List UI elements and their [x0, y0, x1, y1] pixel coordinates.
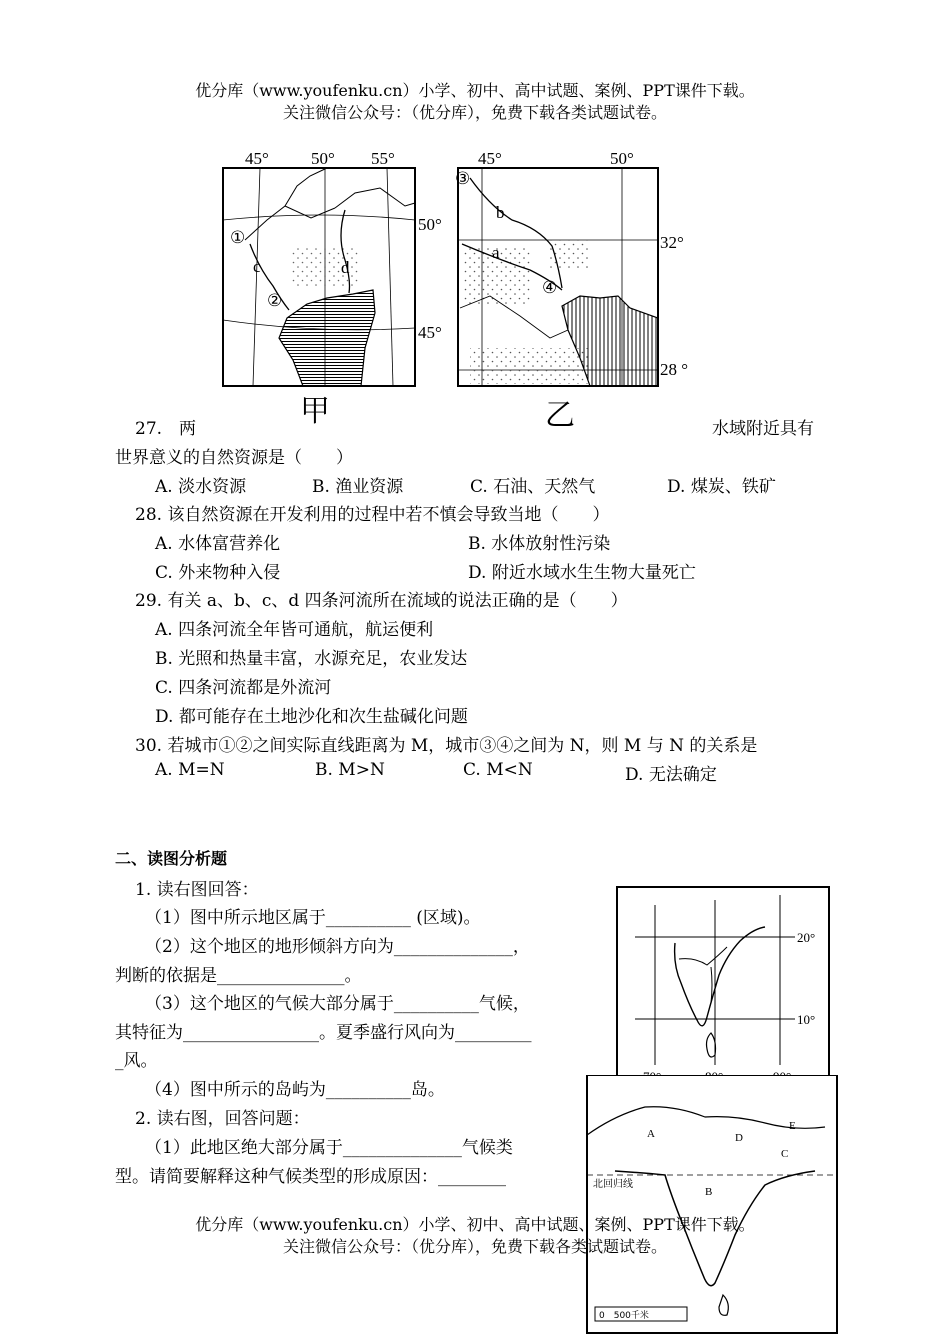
letter-b: B [705, 1186, 713, 1198]
header-line-2: 关注微信公众号：（优分库），免费下载各类试题试卷。 [282, 103, 667, 122]
caption-yi: 乙 [545, 398, 575, 433]
river-label-a: a [492, 243, 500, 262]
lon-50-jia: 50° [311, 149, 335, 168]
map-jia [215, 148, 455, 418]
q28-option-b: B. 水体放射性污染 [468, 534, 611, 554]
lat-50-jia: 50° [418, 215, 442, 234]
q28-option-d: D. 附近水域水生生物大量死亡 [468, 563, 696, 583]
caption-jia: 甲 [300, 394, 330, 429]
lat-45-jia: 45° [418, 323, 442, 342]
tropic-label: 北回归线 [593, 1179, 633, 1190]
q30-stem: 30. 若城市①②之间实际直线距离为 M，城市③④之间为 N，则 M 与 N 的关系是 [135, 736, 758, 756]
s2-p1-line3: 判断的依据是_______________。 [115, 966, 362, 986]
river-label-d: d [341, 258, 350, 277]
lon-50-yi: 50° [610, 149, 634, 168]
section2-title: 二、读图分析题 [115, 849, 228, 868]
q30-option-d: D. 无法确定 [625, 765, 717, 785]
map-south-asia [585, 1075, 840, 1337]
q27-option-b: B. 渔业资源 [312, 477, 404, 497]
q28-option-a: A. 水体富营养化 [155, 534, 281, 554]
lon-45-yi: 45° [478, 149, 502, 168]
q28-stem: 28. 该自然资源在开发利用的过程中若不慎会导致当地（ ） [135, 505, 610, 525]
marker-3: ③ [455, 169, 471, 188]
lon-45-jia: 45° [245, 149, 269, 168]
s2-p2-line2: 型。请简要解释这种气候类型的形成原因：________ [115, 1167, 506, 1187]
river-label-b: b [496, 203, 505, 222]
s2-p1-intro: 1. 读右图回答： [135, 880, 259, 900]
q29-option-d: D. 都可能存在土地沙化和次生盐碱化问题 [155, 707, 468, 727]
s2-p2-line1: （1）此地区绝大部分属于______________气候类 [145, 1138, 513, 1158]
q27-option-a: A. 淡水资源 [155, 477, 247, 497]
q27-line2: 世界意义的自然资源是（ ） [115, 448, 353, 468]
map-india-small [615, 885, 835, 1100]
q30-option-c: C. M<N [463, 760, 533, 780]
letter-e: E [789, 1120, 796, 1132]
q29-option-b: B. 光照和热量丰富，水源充足，农业发达 [155, 649, 468, 669]
letter-c: C [781, 1148, 789, 1160]
lon-55-jia: 55° [371, 149, 395, 168]
s2-p1-line1: （1）图中所示地区属于__________ (区域)。 [145, 908, 481, 928]
footer-line-2: 关注微信公众号：（优分库），免费下载各类试题试卷。 [282, 1237, 667, 1256]
marker-4: ④ [542, 278, 558, 297]
s2-p1-line5: 其特征为________________。夏季盛行风向为_________ [115, 1023, 532, 1043]
s2-p2-intro: 2. 读右图，回答问题： [135, 1109, 310, 1129]
q27-option-c: C. 石油、天然气 [470, 477, 596, 497]
footer-line-1: 优分库（www.youfenku.cn）小学、初中、高中试题、案例、PPT课件下载。 [195, 1215, 755, 1234]
q29-stem: 29. 有关 a、b、c、d 四条河流所在流域的说法正确的是（ ） [135, 591, 628, 611]
q27-part1: 27. 两 [135, 419, 197, 439]
letter-d: D [735, 1132, 743, 1144]
s2-p1-line4: （3）这个地区的气候大部分属于__________气候， [145, 994, 530, 1014]
s2-p1-line7: （4）图中所示的岛屿为__________岛。 [145, 1080, 445, 1100]
q30-option-b: B. M>N [315, 760, 385, 780]
s2-p1-line2: （2）这个地区的地形倾斜方向为______________， [145, 937, 530, 957]
q27-part2: 水域附近具有 [712, 419, 814, 439]
letter-a: A [647, 1128, 655, 1140]
lat-32-yi: 32° [660, 233, 684, 252]
q28-option-c: C. 外来物种入侵 [155, 563, 281, 583]
map-yi [450, 148, 700, 418]
lat-10-label: 10° [797, 1012, 816, 1027]
s2-p1-line6: _风。 [115, 1051, 158, 1071]
q29-option-a: A. 四条河流全年皆可通航，航运便利 [155, 620, 434, 640]
river-label-c: c [253, 257, 261, 276]
marker-2: ② [267, 291, 283, 310]
header-line-1: 优分库（www.youfenku.cn）小学、初中、高中试题、案例、PPT课件下载。 [195, 81, 755, 100]
marker-1: ① [230, 228, 246, 247]
lat-28-yi: 28 ° [660, 360, 689, 379]
scale-bar: 0 500千米 [599, 1311, 649, 1321]
lat-20-label: 20° [797, 930, 816, 945]
q27-option-d: D. 煤炭、铁矿 [667, 477, 776, 497]
q30-option-a: A. M=N [155, 760, 225, 780]
q29-option-c: C. 四条河流都是外流河 [155, 678, 332, 698]
